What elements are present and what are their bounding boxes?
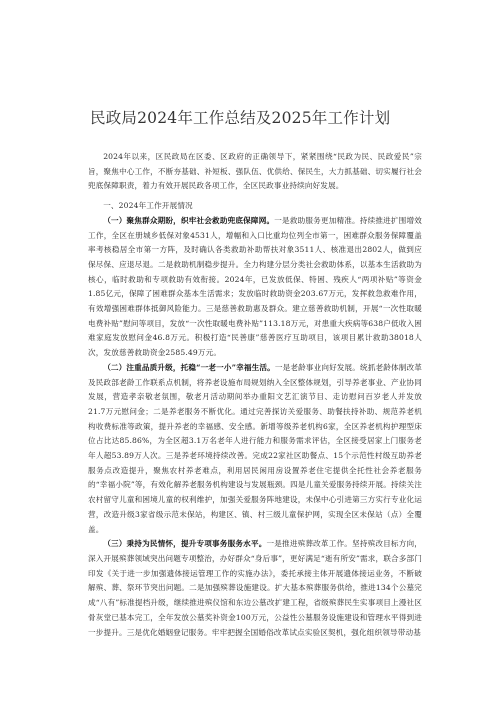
document-title: 民政局2024年工作总结及2025年工作计划 xyxy=(90,109,391,127)
paragraph-3 xyxy=(88,537,422,640)
paragraph-1-text: 一是救助服务更加精准。持续推进扩围增效工作，全区在册城乡低保对象4531人，增幅和入口比重均位列全市第一，困难群众服务保障覆盖率考核稳居全市第一方阵，及时确认各类救助补助帮扶对象3511人、核准退出2802人，做到应保尽保、应退尽退。二是救助机制稳步提升。全力构建分层分类社会救助体系，以基本生活救助为核心，临时救助和专项救助有效衔接。2024年，已发放低保、特困、残疾人“两项补贴”等资金1.85亿元，保障了困难群众基本生活需求；发放临时救助资金203.67万元，发挥救急救难作用，有效增强困难群体抵御风险能力。三是慈善救助惠及群众。建立慈善救助机制，开展“一次性取暖电费补贴”慰问等项目，发放“一次性取暖电费补贴”113.18万元，对患重大疾病等638户低收入困难家庭发放慰问金46.8万元。积极打造“民善康”慈善医疗互助项目，该项目累计救助38018人次，发放慈善救助资金2585.49万元。 xyxy=(88,215,422,358)
intro-paragraph: 2024年以来，区民政局在区委、区政府的正确领导下，紧紧围绕“民政为民、民政爱民”宗旨，聚焦中心工作，不断夯基础、补短板、强队伍、优供给、保民生，大力抓基础、切实履行社会兜底保障职责，着力有效开展民政各项工作，全区民政事业持续向好发展。 xyxy=(88,152,422,191)
paragraph-2-text: 一是老龄事业向好发展。统抓老龄体制改革及民政部老龄工作联系点机制，将养老设施布局规划纳入全区整体规划，引导养老事业、产业协同发展，营造孝亲敬老氛围，敬老月活动期间举办重阳文艺汇演节目、走访慰问百岁老人并发放21.7万元慰问金；二是养老服务不断优化。通过完善探访关爱服务、助餐扶持补助、规范养老机构收费标准等政策，提升养老的幸福感、安全感。新增等级养老机构6家，全区养老机构护理型床位占比达85.86%，为全区超3.1万名老年人进行能力和服务需求评估，全区接受居家上门服务老年人超53.89万人次。三是养老环境持续改善。完成22家社区助餐点、15个示范性村级互助养老服务点改造提升，聚焦农村养老难点，利用居民闲用房设置养老住宅提供全托性社会养老服务的“幸福小院”等，有效化解养老服务机构建设与发展瓶颈。四是儿童关爱服务持续开展。持续关注农村留守儿童和困境儿童的权利维护，加强关爱服务阵地建设，未保中心引进第三方实行专业化运营，改造升级3家省级示范未保站，构建区、镇、村三级儿童保护网，实现全区未保站（点）全覆盖。 xyxy=(88,362,422,534)
paragraph-2-lead: （二）注重品质升级，托稳“一老一小”幸福生活。 xyxy=(103,362,275,372)
paragraph-1 xyxy=(88,214,422,361)
document-body xyxy=(88,150,422,640)
paragraph-3-text: 一是推进殡葬改革工作。坚持殡改目标方向，深入开展殡葬领域突出问题专项整治，办好群众“身后事”，更好满足“逝有所安”需求，联合多部门印发《关于进一步加强遗体接运管理工作的实施办法》，委托承接主体开展遗体接运业务，不断破解殡、葬、祭环节突出问题。二是加强殡葬设施建设。扩大基本殡葬服务供给，推进134个公墓完成“八有”标准提档升级，继续推进殡仪馆和东边公墓改扩建工程，省级殡葬民生实事项目上漫社区骨灰堂已基本完工，全年发放公墓奖补资金100万元，公益性公墓服务设施建设和管理水平得到进一步提升。三是优化婚姻登记服务。牢牢把握全国婚俗改革试点实验区契机，强化组织领导带动基 xyxy=(88,539,422,637)
paragraph-3-lead: （三）秉持为民情怀，提升专项事务服务水平。 xyxy=(103,539,267,549)
paragraph-1-lead: （一）聚焦群众期盼，织牢社会救助兜底保障网。 xyxy=(103,215,275,225)
section-heading: 一、2024年工作开展情况 xyxy=(103,201,193,211)
paragraph-2 xyxy=(88,361,422,537)
